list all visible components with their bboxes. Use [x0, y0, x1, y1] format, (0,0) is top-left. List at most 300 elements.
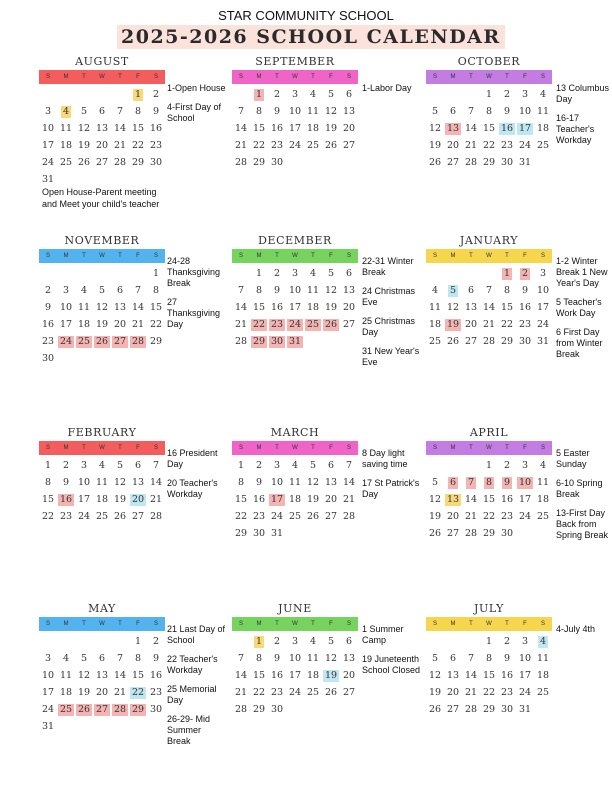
weekday-label: S [432, 253, 437, 259]
day-number: 19 [428, 511, 442, 522]
day-number: 12 [428, 494, 442, 505]
day-cell [39, 684, 57, 701]
day-number: 17 [518, 670, 532, 681]
day-grid [426, 633, 552, 718]
weekday-label: M [450, 74, 456, 80]
day-cell [304, 120, 322, 137]
day-number: 13 [324, 477, 338, 488]
day-number: 15 [41, 494, 55, 505]
day-cell [147, 667, 165, 684]
day-number: 7 [237, 285, 245, 296]
day-number: 17 [41, 140, 55, 151]
day-cell [498, 508, 516, 525]
day-cell [93, 701, 111, 718]
weekday-label: T [275, 621, 279, 627]
day-number: 23 [518, 319, 532, 330]
day-cell [340, 103, 358, 120]
day-cell [462, 474, 480, 491]
day-cell [129, 457, 147, 474]
day-cell [498, 474, 516, 491]
day-cell [232, 701, 250, 718]
day-number: 20 [446, 140, 460, 151]
day-cell [480, 508, 498, 525]
day-cell [498, 633, 516, 650]
note-text: 22-31 Winter Break [362, 256, 414, 277]
day-number: 30 [270, 704, 284, 715]
day-number: 16 [500, 670, 514, 681]
day-cell [250, 525, 268, 542]
blank-cell [39, 633, 57, 650]
day-number: 16 [500, 494, 514, 505]
day-grid [426, 86, 552, 171]
note-text: 1-2 Winter Break 1 New Year's Day [556, 256, 608, 288]
day-number: 6 [345, 268, 353, 279]
weekday-label: S [540, 445, 545, 451]
weekday-label: F [523, 621, 527, 627]
day-cell [147, 333, 165, 350]
day-cell [444, 282, 462, 299]
day-cell [322, 86, 340, 103]
day-cell [534, 684, 552, 701]
day-number: 1 [255, 636, 263, 647]
day-number: 4 [309, 89, 317, 100]
day-number: 21 [113, 140, 127, 151]
day-cell [147, 299, 165, 316]
day-cell [304, 650, 322, 667]
day-cell [232, 154, 250, 171]
day-cell [129, 120, 147, 137]
day-number: 16 [270, 123, 284, 134]
day-number: 30 [500, 704, 514, 715]
month-name: JANUARY [459, 234, 519, 247]
day-number: 17 [288, 302, 302, 313]
day-cell [286, 299, 304, 316]
day-number: 11 [536, 653, 550, 664]
day-cell [129, 333, 147, 350]
day-cell [232, 333, 250, 350]
day-grid [426, 265, 552, 350]
day-number: 24 [518, 140, 532, 151]
day-cell [250, 701, 268, 718]
day-cell [93, 667, 111, 684]
day-number: 26 [324, 687, 338, 698]
day-number: 26 [77, 704, 91, 715]
day-number: 5 [116, 460, 124, 471]
day-cell [516, 154, 534, 171]
day-cell [426, 491, 444, 508]
day-cell [75, 299, 93, 316]
day-number: 31 [288, 336, 302, 347]
day-number: 22 [252, 319, 266, 330]
day-number: 7 [116, 106, 124, 117]
weekday-label: F [136, 74, 140, 80]
weekday-header [232, 441, 358, 455]
blank-cell [75, 86, 93, 103]
day-cell [232, 103, 250, 120]
weekday-label: S [153, 445, 158, 451]
day-cell [75, 316, 93, 333]
day-number: 18 [536, 494, 550, 505]
day-number: 8 [255, 653, 263, 664]
month-notes [167, 448, 227, 508]
day-number: 18 [95, 494, 109, 505]
day-number: 8 [503, 285, 511, 296]
day-cell [304, 684, 322, 701]
day-cell [462, 282, 480, 299]
day-number: 3 [80, 460, 88, 471]
day-number: 29 [252, 704, 266, 715]
month-february [39, 426, 165, 525]
weekday-label: S [45, 74, 50, 80]
day-cell [462, 491, 480, 508]
day-number: 6 [345, 89, 353, 100]
day-cell [93, 137, 111, 154]
weekday-label: M [63, 253, 69, 259]
day-number: 22 [482, 511, 496, 522]
day-cell [480, 491, 498, 508]
day-number: 10 [518, 653, 532, 664]
day-number: 21 [234, 140, 248, 151]
day-cell [147, 701, 165, 718]
day-number: 22 [482, 687, 496, 698]
day-cell [250, 299, 268, 316]
day-cell [147, 120, 165, 137]
weekday-label: M [450, 445, 456, 451]
day-cell [534, 491, 552, 508]
day-cell [426, 120, 444, 137]
day-cell [39, 701, 57, 718]
day-cell [268, 667, 286, 684]
day-cell [93, 508, 111, 525]
day-cell [129, 154, 147, 171]
day-cell [426, 474, 444, 491]
day-cell [444, 316, 462, 333]
august-extra-note: Open House-Parent meeting and Meet your child's teacher [42, 187, 160, 209]
day-number: 9 [273, 653, 281, 664]
day-number: 22 [41, 511, 55, 522]
day-number: 14 [464, 123, 478, 134]
day-number: 26 [428, 704, 442, 715]
day-number: 25 [536, 140, 550, 151]
day-cell [250, 667, 268, 684]
day-cell [498, 316, 516, 333]
day-number: 25 [59, 704, 73, 715]
day-number: 25 [95, 511, 109, 522]
day-number: 23 [149, 140, 163, 151]
day-cell [340, 282, 358, 299]
month-august [39, 55, 165, 188]
day-number: 27 [131, 511, 145, 522]
weekday-label: T [82, 445, 86, 451]
day-number: 9 [521, 285, 529, 296]
day-cell [250, 265, 268, 282]
month-january [426, 234, 552, 350]
month-notes [362, 624, 422, 684]
month-name: AUGUST [75, 55, 129, 68]
day-cell [147, 137, 165, 154]
day-number: 13 [131, 477, 145, 488]
day-cell [498, 491, 516, 508]
day-number: 4 [539, 460, 547, 471]
day-number: 30 [149, 157, 163, 168]
weekday-label: W [99, 445, 105, 451]
day-cell [129, 508, 147, 525]
day-cell [534, 86, 552, 103]
day-number: 2 [503, 460, 511, 471]
day-cell [286, 265, 304, 282]
day-cell [111, 701, 129, 718]
day-number: 20 [342, 123, 356, 134]
day-cell [93, 103, 111, 120]
day-cell [444, 667, 462, 684]
day-number: 24 [518, 687, 532, 698]
day-cell [480, 650, 498, 667]
day-number: 29 [131, 704, 145, 715]
day-cell [111, 137, 129, 154]
day-cell [39, 508, 57, 525]
day-number: 27 [95, 704, 109, 715]
weekday-label: T [505, 253, 509, 259]
day-number: 8 [485, 477, 493, 488]
day-number: 28 [482, 336, 496, 347]
day-number: 25 [77, 336, 91, 347]
day-number: 22 [131, 140, 145, 151]
day-cell [147, 265, 165, 282]
weekday-label: S [540, 74, 545, 80]
day-cell [268, 86, 286, 103]
weekday-label: S [45, 445, 50, 451]
day-number: 25 [306, 140, 320, 151]
day-number: 27 [342, 140, 356, 151]
day-number: 3 [521, 636, 529, 647]
day-number: 11 [428, 302, 442, 313]
day-cell [57, 103, 75, 120]
day-number: 19 [428, 140, 442, 151]
day-cell [462, 299, 480, 316]
day-cell [57, 457, 75, 474]
weekday-label: M [256, 74, 262, 80]
blank-cell [444, 633, 462, 650]
day-cell [498, 103, 516, 120]
day-cell [111, 316, 129, 333]
day-number: 13 [342, 653, 356, 664]
weekday-label: S [238, 445, 243, 451]
day-cell [462, 316, 480, 333]
day-number: 10 [41, 123, 55, 134]
day-cell [93, 684, 111, 701]
weekday-label: W [486, 74, 492, 80]
day-number: 22 [252, 140, 266, 151]
day-cell [250, 316, 268, 333]
day-number: 13 [342, 285, 356, 296]
day-cell [480, 633, 498, 650]
day-number: 15 [482, 670, 496, 681]
day-number: 13 [446, 494, 460, 505]
day-number: 17 [77, 494, 91, 505]
day-cell [340, 137, 358, 154]
day-cell [480, 103, 498, 120]
weekday-label: S [238, 621, 243, 627]
day-number: 20 [446, 687, 460, 698]
day-cell [322, 137, 340, 154]
day-cell [480, 299, 498, 316]
weekday-label: M [63, 445, 69, 451]
day-cell [516, 316, 534, 333]
day-cell [462, 525, 480, 542]
day-number: 2 [255, 460, 263, 471]
day-number: 27 [324, 511, 338, 522]
day-number: 20 [95, 140, 109, 151]
day-number: 22 [252, 687, 266, 698]
day-cell [111, 650, 129, 667]
day-cell [232, 667, 250, 684]
weekday-label: S [45, 253, 50, 259]
day-number: 4 [62, 106, 70, 117]
day-cell [322, 491, 340, 508]
day-grid [232, 457, 358, 542]
day-cell [498, 650, 516, 667]
day-number: 12 [324, 106, 338, 117]
day-cell [39, 474, 57, 491]
weekday-label: T [311, 445, 315, 451]
month-notes [556, 448, 612, 549]
day-cell [250, 474, 268, 491]
day-cell [286, 316, 304, 333]
day-cell [304, 282, 322, 299]
day-cell [426, 684, 444, 701]
day-number: 17 [270, 494, 284, 505]
day-cell [286, 633, 304, 650]
weekday-label: T [469, 621, 473, 627]
day-cell [111, 103, 129, 120]
day-number: 10 [288, 653, 302, 664]
day-number: 24 [77, 511, 91, 522]
day-cell [426, 333, 444, 350]
day-number: 14 [342, 477, 356, 488]
day-number: 5 [327, 89, 335, 100]
day-number: 16 [149, 670, 163, 681]
day-cell [426, 137, 444, 154]
day-cell [304, 299, 322, 316]
weekday-label: W [99, 253, 105, 259]
month-notes [167, 624, 227, 755]
day-number: 2 [503, 636, 511, 647]
day-number: 14 [482, 302, 496, 313]
note-text: 5 Teacher's Work Day [556, 297, 602, 318]
day-number: 24 [270, 511, 284, 522]
day-number: 19 [77, 140, 91, 151]
day-number: 13 [342, 106, 356, 117]
day-cell [232, 525, 250, 542]
day-cell [444, 137, 462, 154]
day-cell [93, 650, 111, 667]
day-number: 19 [95, 319, 109, 330]
month-november [39, 234, 165, 367]
day-number: 24 [288, 687, 302, 698]
day-number: 24 [288, 140, 302, 151]
day-number: 3 [539, 268, 547, 279]
day-cell [444, 299, 462, 316]
day-number: 1 [237, 460, 245, 471]
day-cell [129, 137, 147, 154]
day-number: 15 [482, 123, 496, 134]
month-name: OCTOBER [457, 55, 521, 68]
day-cell [498, 457, 516, 474]
day-number: 14 [131, 302, 145, 313]
day-number: 7 [485, 285, 493, 296]
weekday-label: M [256, 621, 262, 627]
day-number: 5 [309, 460, 317, 471]
day-number: 12 [95, 302, 109, 313]
month-name: JULY [474, 602, 504, 615]
day-cell [111, 299, 129, 316]
day-cell [147, 491, 165, 508]
day-cell [93, 316, 111, 333]
day-cell [75, 684, 93, 701]
weekday-label: W [292, 621, 298, 627]
weekday-label: F [329, 445, 333, 451]
day-cell [498, 701, 516, 718]
day-cell [232, 120, 250, 137]
blank-cell [75, 265, 93, 282]
weekday-label: S [432, 445, 437, 451]
day-number: 4 [98, 460, 106, 471]
weekday-label: F [523, 445, 527, 451]
day-number: 23 [149, 687, 163, 698]
day-number: 9 [273, 285, 281, 296]
day-cell [480, 137, 498, 154]
note-text: 4-July 4th [556, 624, 596, 634]
day-cell [75, 474, 93, 491]
day-number: 3 [521, 460, 529, 471]
day-cell [147, 154, 165, 171]
day-number: 28 [464, 157, 478, 168]
blank-cell [75, 633, 93, 650]
day-cell [480, 154, 498, 171]
day-cell [57, 154, 75, 171]
day-cell [444, 650, 462, 667]
day-number: 10 [41, 670, 55, 681]
note-text: 21 Last Day of School [167, 624, 226, 645]
day-number: 7 [467, 106, 475, 117]
day-cell [516, 265, 534, 282]
day-cell [250, 103, 268, 120]
day-cell [498, 525, 516, 542]
day-number: 1 [485, 636, 493, 647]
day-number: 3 [291, 89, 299, 100]
day-number: 5 [80, 653, 88, 664]
day-number: 18 [306, 670, 320, 681]
day-number: 26 [113, 511, 127, 522]
day-cell [129, 684, 147, 701]
day-cell [534, 265, 552, 282]
weekday-label: M [256, 445, 262, 451]
month-notes [167, 256, 227, 338]
day-cell [462, 333, 480, 350]
weekday-label: S [346, 74, 351, 80]
day-number: 1 [503, 268, 511, 279]
weekday-label: T [505, 445, 509, 451]
day-grid [39, 86, 165, 188]
day-cell [93, 474, 111, 491]
day-cell [322, 282, 340, 299]
day-cell [129, 650, 147, 667]
day-number: 15 [252, 123, 266, 134]
day-cell [232, 508, 250, 525]
day-number: 11 [536, 106, 550, 117]
day-number: 7 [237, 106, 245, 117]
day-number: 2 [273, 268, 281, 279]
